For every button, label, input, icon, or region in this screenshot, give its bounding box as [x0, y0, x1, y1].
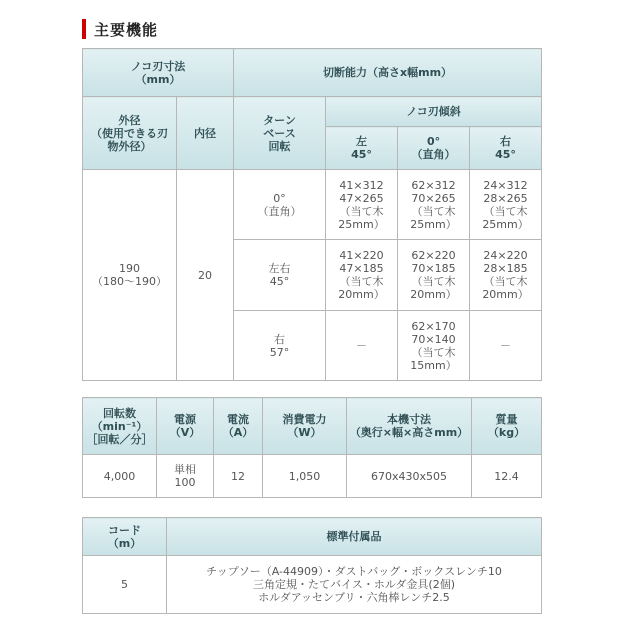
capacity-cell: 24×312 28×265 （当て木 25mm） — [470, 170, 542, 240]
specs-table — [82, 397, 542, 498]
cutting-capacity-table — [82, 48, 542, 381]
inner-diameter-header: 内径 — [177, 97, 234, 170]
accessory-line: 三角定規・たてバイス・ホルダ金具(2個) — [252, 578, 456, 591]
title-accent-bar — [82, 19, 86, 39]
turn-value: 0° （直角） — [234, 170, 326, 240]
turn-base-header: ターン ベース 回転 — [234, 97, 326, 170]
current-header: 電流 （A） — [214, 398, 263, 455]
power-header: 電源 （V） — [157, 398, 214, 455]
turn-value: 左右 45° — [234, 240, 326, 311]
current-value: 12 — [214, 455, 263, 498]
tilt-zero-header: 0° （直角） — [398, 127, 470, 170]
inner-diameter-value: 20 — [177, 170, 234, 381]
accessory-line: チップソー（A-44909）・ダストバッグ・ボックスレンチ10 — [206, 565, 502, 578]
section-title — [82, 18, 158, 40]
cutting-capacity-header: 切断能力（高さx幅mm） — [234, 49, 542, 97]
tilt-left-header: 左 45° — [326, 127, 398, 170]
saw-blade-size-header: ノコ刃寸法 （mm） — [83, 49, 234, 97]
consumption-header: 消費電力 （W） — [263, 398, 347, 455]
title-text: 主要機能 — [94, 20, 159, 39]
rpm-value: 4,000 — [83, 455, 157, 498]
outer-diameter-value: 190 （180〜190） — [83, 170, 177, 381]
blade-tilt-header: ノコ刃傾斜 — [326, 97, 542, 127]
dimensions-header: 本機寸法 （奥行×幅×高さmm） — [347, 398, 472, 455]
tilt-right-header: 右 45° — [470, 127, 542, 170]
accessories-table — [82, 517, 542, 614]
accessory-line: ホルダアッセンブリ・六角棒レンチ2.5 — [258, 591, 450, 604]
capacity-cell: 62×312 70×265 （当て木 25mm） — [398, 170, 470, 240]
cord-value: 5 — [83, 556, 167, 614]
mass-header: 質量 （kg） — [472, 398, 542, 455]
accessories-header: 標準付属品 — [167, 518, 542, 556]
consumption-value: 1,050 — [263, 455, 347, 498]
rpm-header: 回転数 （min⁻¹） ［回転／分］ — [83, 398, 157, 455]
capacity-cell: 62×220 70×185 （当て木 20mm） — [398, 240, 470, 311]
accessories-list — [167, 556, 542, 614]
capacity-cell: 41×220 47×185 （当て木 20mm） — [326, 240, 398, 311]
mass-value: 12.4 — [472, 455, 542, 498]
cord-header: コード （m） — [83, 518, 167, 556]
turn-value: 右 57° — [234, 311, 326, 381]
capacity-cell: － — [470, 311, 542, 381]
capacity-cell: 62×170 70×140 （当て木 15mm） — [398, 311, 470, 381]
capacity-cell: － — [326, 311, 398, 381]
dimensions-value: 670x430x505 — [347, 455, 472, 498]
power-value: 単相 100 — [157, 455, 214, 498]
capacity-cell: 24×220 28×185 （当て木 20mm） — [470, 240, 542, 311]
outer-diameter-header: 外径 （使用できる刃 物外径） — [83, 97, 177, 170]
capacity-cell: 41×312 47×265 （当て木 25mm） — [326, 170, 398, 240]
